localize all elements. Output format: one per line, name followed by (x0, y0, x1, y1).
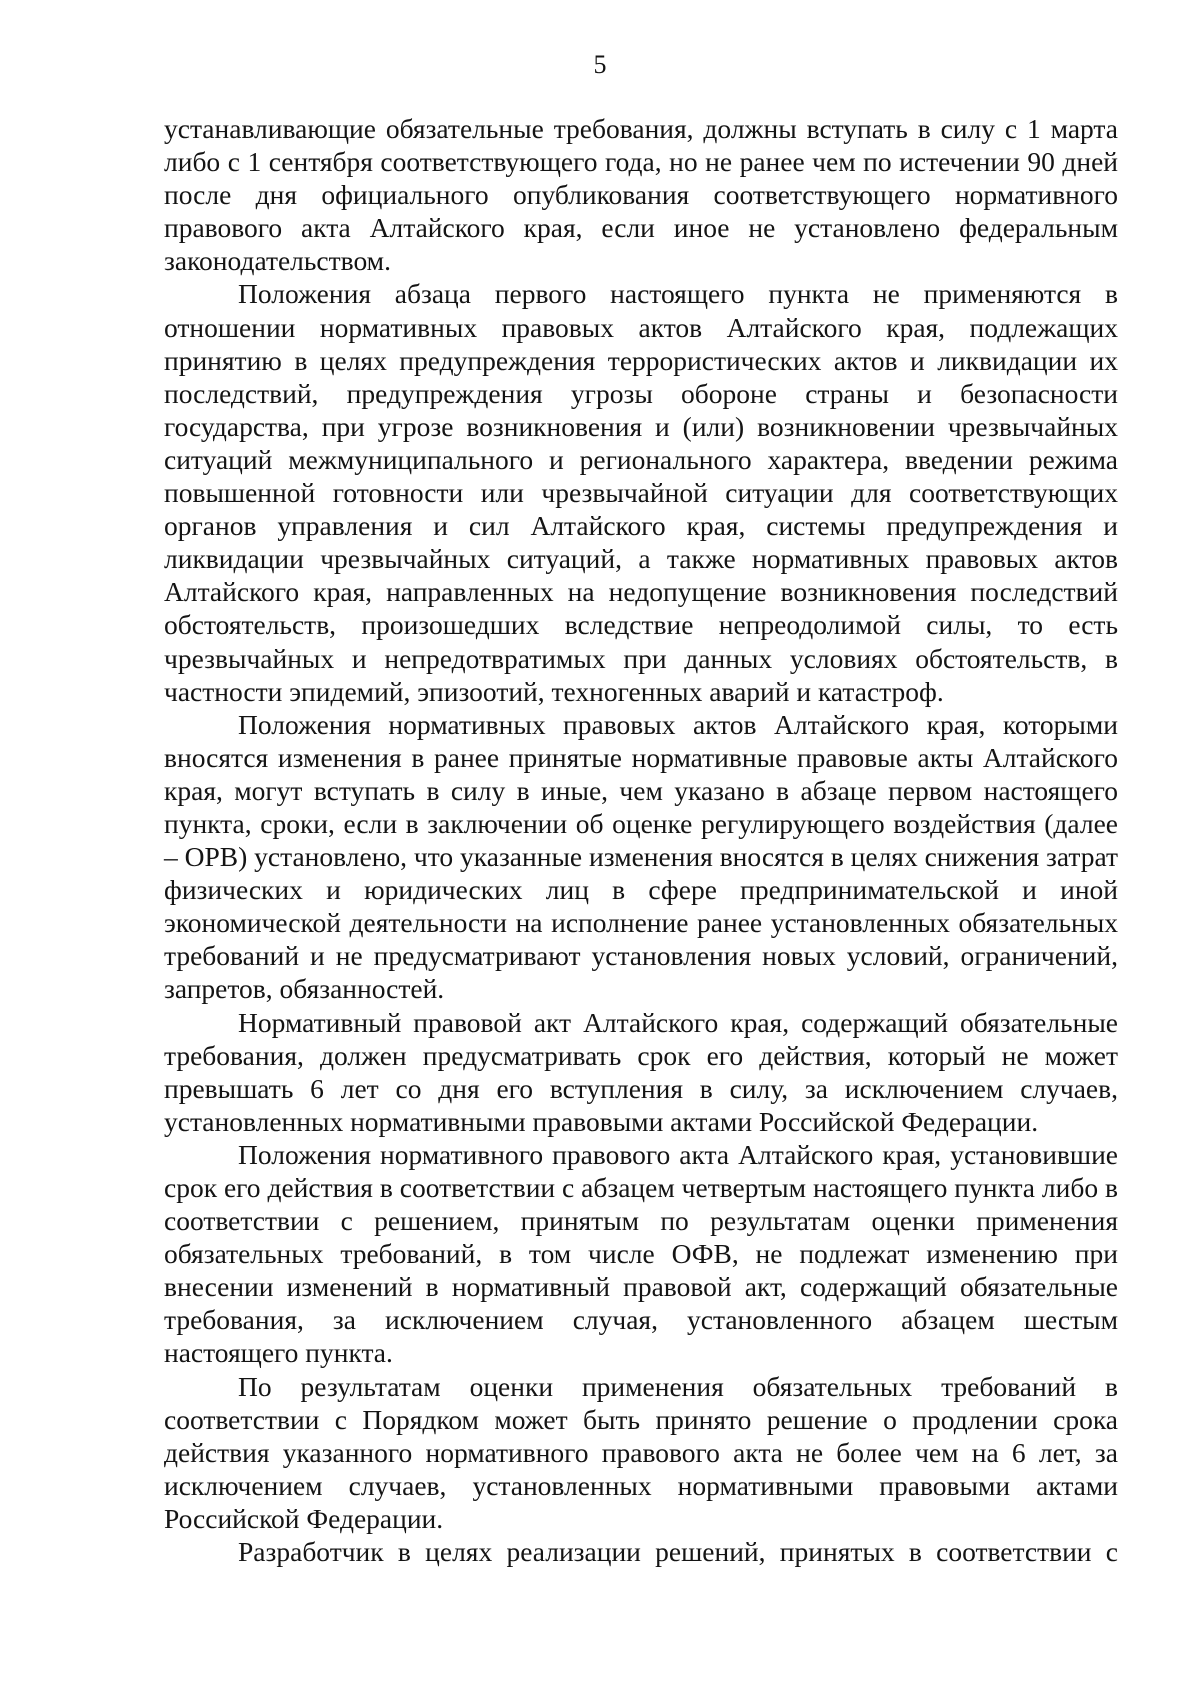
paragraph-5: Положения нормативного правового акта Алтайского края, установившие срок его действия в соответствии с абзацем четвертым настоящего пункта либо в соответствии с решением, принятым по результатам оценки применения обязательных требований, в том числе ОФВ, не подлежат изменению при внесении изменений в нормативный правовой акт, содержащий обязательные требования, за исключением случая, установленного абзацем шестым настоящего пункта. (164, 1138, 1118, 1369)
document-body (164, 112, 1118, 1568)
paragraph-4: Нормативный правовой акт Алтайского края, содержащий обязательные требования, должен предусматривать срок его действия, который не может превышать 6 лет со дня его вступления в силу, за исключением случаев, установленных нормативными правовыми актами Российской Федерации. (164, 1006, 1118, 1137)
paragraph-2: Положения абзаца первого настоящего пункта не применяются в отношении нормативных правовых актов Алтайского края, подлежащих принятию в целях предупреждения террористических актов и ликвидации их последствий, предупреждения угрозы обороне страны и безопасности государства, при угрозе возникновения и (или) возникновении чрезвычайных ситуаций межмуниципального и регионального характера, введении режима повышенной готовности или чрезвычайной ситуации для соответствующих органов управления и сил Алтайского края, системы предупреждения и ликвидации чрезвычайных ситуаций, а также нормативных правовых актов Алтайского края, направленных на недопущение возникновения последствий обстоятельств, произошедших вследствие непреодолимой силы, то есть чрезвычайных и непредотвратимых при данных условиях обстоятельств, в частности эпидемий, эпизоотий, техногенных аварий и катастроф. (164, 278, 1118, 707)
paragraph-7: Разработчик в целях реализации решений, принятых в соответствии с (238, 1536, 1118, 1568)
page-number: 5 (593, 50, 607, 79)
paragraph-3: Положения нормативных правовых актов Алтайского края, которыми вносятся изменения в ранее принятые нормативные правовые акты Алтайского края, могут вступать в силу в иные, чем указано в абзаце первом настоящего пункта, сроки, если в заключении об оценке регулирующего воздействия (далее – ОРВ) установлено, что указанные изменения вносятся в целях снижения затрат физических и юридических лиц в сфере предпринимательской и иной экономической деятельности на исполнение ранее установленных обязательных требований и не предусматривают установления новых условий, ограничений, запретов, обязанностей. (164, 708, 1118, 1005)
paragraph-1: устанавливающие обязательные требования, должны вступать в силу с 1 марта либо с 1 сентября соответствующего года, но не ранее чем по истечении 90 дней после дня официального опубликования соответствующего нормативного правового акта Алтайского края, если иное не установлено федеральным законодательством. (164, 113, 1118, 277)
paragraph-6: По результатам оценки применения обязательных требований в соответствии с Порядком может быть принято решение о продлении срока действия указанного нормативного правового акта не более чем на 6 лет, за исключением случаев, установленных нормативными правовыми актами Российской Федерации. (164, 1370, 1118, 1534)
